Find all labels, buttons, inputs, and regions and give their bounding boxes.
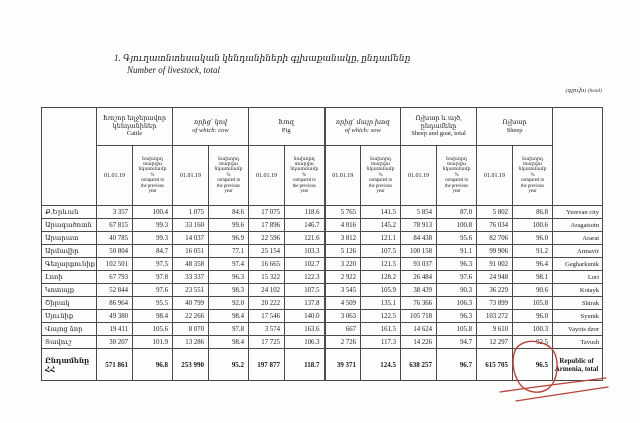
value-cell: 638 257 (401, 349, 437, 381)
group-label-hy: որից՝ մայր խոզ (335, 119, 390, 126)
value-cell: 103 272 (477, 310, 513, 323)
value-cell: 38 439 (401, 284, 437, 297)
group-label-en: of which: cow (192, 126, 229, 134)
value-cell: 121.1 (361, 232, 401, 245)
value-cell: 91.1 (437, 245, 477, 258)
value-cell: 19 411 (97, 323, 133, 336)
region-name-hy: Գեղարքունիք (42, 258, 97, 271)
value-cell: 105.8 (437, 323, 477, 336)
value-cell: 23 551 (173, 284, 209, 297)
value-cell: 121.5 (361, 258, 401, 271)
total-row (42, 349, 603, 381)
sub-header-row (42, 146, 603, 206)
value-cell: 17 725 (249, 336, 285, 349)
value-cell: 48 358 (173, 258, 209, 271)
value-cell: 3 063 (325, 310, 361, 323)
value-cell: 36 229 (477, 284, 513, 297)
value-cell: 91.2 (513, 245, 553, 258)
value-cell: 98.4 (209, 336, 249, 349)
region-name-en: Syunik (553, 310, 603, 323)
region-name-en: Vayots dzor (553, 323, 603, 336)
title-english: Number of livestock, total (127, 65, 220, 75)
value-cell: 102.7 (285, 258, 325, 271)
value-cell: 95.2 (209, 349, 249, 381)
value-cell: 67 815 (97, 219, 133, 232)
value-cell: 117.3 (361, 336, 401, 349)
region-name-hy: Տավուշ (42, 336, 97, 349)
region-name-en: Armavir (553, 245, 603, 258)
value-cell: 12 297 (477, 336, 513, 349)
value-cell: 94.7 (437, 336, 477, 349)
value-cell: 87.0 (437, 206, 477, 219)
table-row (42, 336, 603, 349)
value-cell: 95.5 (133, 297, 173, 310)
value-cell: 121.6 (285, 232, 325, 245)
value-cell: 96.3 (209, 271, 249, 284)
value-cell: 95.6 (437, 232, 477, 245)
value-cell: 17 075 (249, 206, 285, 219)
region-name-en: Lori (553, 271, 603, 284)
value-cell: 3 574 (249, 323, 285, 336)
region-name-hy: Շիրակ (42, 297, 97, 310)
value-cell: 615 705 (477, 349, 513, 381)
column-group-cattle (97, 108, 173, 146)
value-cell: 98.4 (133, 310, 173, 323)
value-cell: 77.1 (209, 245, 249, 258)
value-cell: 105.6 (133, 323, 173, 336)
value-cell: 86.8 (513, 206, 553, 219)
region-name-hy: Կոտայք (42, 284, 97, 297)
value-cell: 20 222 (249, 297, 285, 310)
table-title (114, 52, 410, 76)
title-armenian: 1. Գյուղատնտեսական կենդանիների գլխաքանակը, ընդամենը (114, 53, 411, 63)
value-cell: 86 964 (97, 297, 133, 310)
value-cell: 4 016 (325, 219, 361, 232)
region-name-en: Kotayk (553, 284, 603, 297)
region-name-hy: Ք.Երևան (42, 206, 97, 219)
value-cell: 96.7 (437, 349, 477, 381)
value-cell: 5 802 (477, 206, 513, 219)
table-body (42, 206, 603, 381)
region-name-hy: Արմավիր (42, 245, 97, 258)
value-cell: 2 726 (325, 336, 361, 349)
value-cell: 76 034 (477, 219, 513, 232)
value-cell: 22 266 (173, 310, 209, 323)
value-cell: 667 (325, 323, 361, 336)
value-cell: 99.3 (133, 219, 173, 232)
value-cell: 107.5 (285, 284, 325, 297)
region-name-en: Shirak (553, 297, 603, 310)
region-name-en: Republic of Armenia, total (553, 349, 603, 381)
pct-header: նախորդ տարվա նկատմամբ % compared to the previous year (209, 146, 249, 206)
value-cell: 124.5 (361, 349, 401, 381)
column-group-sheep (477, 108, 553, 146)
value-cell: 92.5 (513, 336, 553, 349)
pct-header: նախորդ տարվա նկատմամբ % compared to the previous year (437, 146, 477, 206)
value-cell: 101.9 (133, 336, 173, 349)
region-name-en: Gegharkunik (553, 258, 603, 271)
pct-header: նախորդ տարվա նկատմամբ % compared to the previous year (361, 146, 401, 206)
value-cell: 253 990 (173, 349, 209, 381)
value-cell: 99.6 (209, 219, 249, 232)
corner-cell-left (42, 108, 97, 206)
value-cell: 92.0 (209, 297, 249, 310)
value-cell: 91 002 (477, 258, 513, 271)
value-cell: 105.8 (513, 297, 553, 310)
value-cell: 97.4 (209, 258, 249, 271)
value-cell: 3 545 (325, 284, 361, 297)
value-cell: 97.5 (133, 258, 173, 271)
value-cell: 98.3 (209, 284, 249, 297)
group-label-en: Sheep and goat, total (411, 130, 466, 138)
value-cell: 14 624 (401, 323, 437, 336)
region-name-en: Aragatsotn (553, 219, 603, 232)
value-cell: 39 371 (325, 349, 361, 381)
value-cell: 17 546 (249, 310, 285, 323)
value-cell: 52 844 (97, 284, 133, 297)
value-cell: 103.3 (285, 245, 325, 258)
value-cell: 146.7 (285, 219, 325, 232)
value-cell: 163.6 (285, 323, 325, 336)
value-cell: 105.9 (361, 284, 401, 297)
value-cell: 24 948 (477, 271, 513, 284)
value-cell: 122.5 (361, 310, 401, 323)
livestock-table (41, 107, 603, 381)
value-cell: 3 220 (325, 258, 361, 271)
table-row (42, 297, 603, 310)
table-row (42, 245, 603, 258)
red-underline-stroke-2 (516, 387, 608, 401)
value-cell: 571 861 (97, 349, 133, 381)
value-cell: 78 913 (401, 219, 437, 232)
value-cell: 118.7 (285, 349, 325, 381)
value-cell: 76 366 (401, 297, 437, 310)
date-header: 01.01.19 (325, 146, 361, 206)
region-name-en: Tavush (553, 336, 603, 349)
date-header: 01.01.19 (401, 146, 437, 206)
region-name-hy: Սյունիք (42, 310, 97, 323)
value-cell: 49 380 (97, 310, 133, 323)
value-cell: 93 037 (401, 258, 437, 271)
value-cell: 67 793 (97, 271, 133, 284)
value-cell: 5 854 (401, 206, 437, 219)
value-cell: 135.1 (361, 297, 401, 310)
value-cell: 140.0 (285, 310, 325, 323)
table-header (42, 108, 603, 206)
value-cell: 5 126 (325, 245, 361, 258)
value-cell: 137.8 (285, 297, 325, 310)
value-cell: 26 484 (401, 271, 437, 284)
value-cell: 100.6 (513, 219, 553, 232)
value-cell: 22 596 (249, 232, 285, 245)
pct-header: նախորդ տարվա նկատմամբ % compared to the previous year (133, 146, 173, 206)
value-cell: 84.7 (133, 245, 173, 258)
value-cell: 8 070 (173, 323, 209, 336)
column-group-pig (249, 108, 325, 146)
table-row (42, 206, 603, 219)
region-name-hy: Արարատ (42, 232, 97, 245)
column-group-sow (325, 108, 401, 146)
value-cell: 197 877 (249, 349, 285, 381)
table-row (42, 219, 603, 232)
value-cell: 3 357 (97, 206, 133, 219)
table-row (42, 258, 603, 271)
value-cell: 105 718 (401, 310, 437, 323)
value-cell: 97.8 (209, 323, 249, 336)
value-cell: 82 706 (477, 232, 513, 245)
value-cell: 33 337 (173, 271, 209, 284)
column-group-sheep-goat (401, 108, 477, 146)
group-label-en: Cattle (126, 130, 143, 138)
value-cell: 118.6 (285, 206, 325, 219)
value-cell: 15 322 (249, 271, 285, 284)
region-name-hy: Ընդամենը ՀՀ (42, 349, 97, 381)
value-cell: 97.6 (133, 284, 173, 297)
value-cell: 50 804 (97, 245, 133, 258)
region-name-en: Yerevan city (553, 206, 603, 219)
value-cell: 13 286 (173, 336, 209, 349)
value-cell: 3 812 (325, 232, 361, 245)
value-cell: 106.3 (285, 336, 325, 349)
region-name-hy: Վայոց ձոր (42, 323, 97, 336)
unit-note: (գլուխ) (head) (565, 88, 602, 94)
group-label-hy: Ոչխար և այծ, ընդամենը (415, 115, 462, 130)
value-cell: 96.3 (437, 310, 477, 323)
value-cell: 5 765 (325, 206, 361, 219)
value-cell: 97.8 (133, 271, 173, 284)
table-row (42, 310, 603, 323)
value-cell: 97.6 (437, 271, 477, 284)
value-cell: 100 158 (401, 245, 437, 258)
pct-header: նախորդ տարվա նկատմամբ % compared to the previous year (285, 146, 325, 206)
value-cell: 9 610 (477, 323, 513, 336)
region-name-hy: Արագածոտն (42, 219, 97, 232)
value-cell: 84.6 (209, 206, 249, 219)
value-cell: 17 896 (249, 219, 285, 232)
value-cell: 99.3 (133, 232, 173, 245)
value-cell: 100.3 (513, 323, 553, 336)
value-cell: 96.0 (513, 310, 553, 323)
corner-cell-right (553, 108, 603, 206)
value-cell: 90.3 (437, 284, 477, 297)
value-cell: 1 075 (173, 206, 209, 219)
value-cell: 16 665 (249, 258, 285, 271)
value-cell: 98.1 (513, 271, 553, 284)
value-cell: 96.3 (437, 258, 477, 271)
date-header: 01.01.19 (173, 146, 209, 206)
value-cell: 30 207 (97, 336, 133, 349)
group-label-hy: Խոզ (278, 119, 295, 126)
value-cell: 73 899 (477, 297, 513, 310)
value-cell: 106.3 (437, 297, 477, 310)
value-cell: 40 799 (173, 297, 209, 310)
table-row (42, 323, 603, 336)
value-cell: 24 102 (249, 284, 285, 297)
value-cell: 33 160 (173, 219, 209, 232)
value-cell: 96.5 (513, 349, 553, 381)
value-cell: 96.4 (513, 258, 553, 271)
value-cell: 84 438 (401, 232, 437, 245)
value-cell: 4 509 (325, 297, 361, 310)
date-header: 01.01.19 (477, 146, 513, 206)
value-cell: 128.2 (361, 271, 401, 284)
group-label-en: Sheep (506, 126, 523, 134)
value-cell: 100.4 (133, 206, 173, 219)
pct-header: նախորդ տարվա նկատմամբ % compared to the previous year (513, 146, 553, 206)
value-cell: 145.2 (361, 219, 401, 232)
value-cell: 96.9 (209, 232, 249, 245)
table-row (42, 271, 603, 284)
value-cell: 40 785 (97, 232, 133, 245)
column-group-cow (173, 108, 249, 146)
value-cell: 90.6 (513, 284, 553, 297)
value-cell: 102 501 (97, 258, 133, 271)
value-cell: 99 906 (477, 245, 513, 258)
group-label-en: of which: sow (344, 126, 381, 134)
value-cell: 107.5 (361, 245, 401, 258)
group-label-hy: Ոչխար (502, 119, 527, 126)
value-cell: 98.4 (209, 310, 249, 323)
value-cell: 16 051 (173, 245, 209, 258)
table-row (42, 284, 603, 297)
value-cell: 96.0 (513, 232, 553, 245)
value-cell: 14 226 (401, 336, 437, 349)
value-cell: 96.8 (133, 349, 173, 381)
group-label-en: Pig (281, 126, 291, 134)
group-label-hy: Խոշոր եղջերավոր կենդանիներ (102, 115, 167, 130)
value-cell: 141.5 (361, 206, 401, 219)
date-header: 01.01.19 (97, 146, 133, 206)
value-cell: 100.8 (437, 219, 477, 232)
value-cell: 25 154 (249, 245, 285, 258)
date-header: 01.01.19 (249, 146, 285, 206)
value-cell: 2 922 (325, 271, 361, 284)
value-cell: 122.3 (285, 271, 325, 284)
value-cell: 14 037 (173, 232, 209, 245)
region-name-hy: Լոռի (42, 271, 97, 284)
table-row (42, 232, 603, 245)
value-cell: 161.5 (361, 323, 401, 336)
group-header-row (42, 108, 603, 146)
region-name-en: Ararat (553, 232, 603, 245)
group-label-hy: որից՝ կով (193, 119, 228, 126)
